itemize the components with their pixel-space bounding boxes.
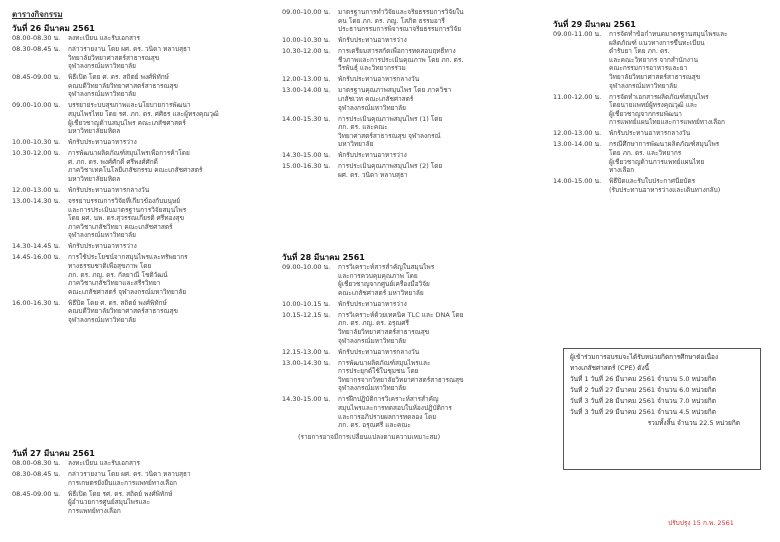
session-line: และการอภิปรายผลการทดลอง โดย (338, 412, 437, 421)
schedule-row (553, 93, 758, 127)
session-description (338, 151, 522, 160)
schedule-footnote: (รายการอาจมีการเปลี่ยนแปลงตามความเหมาะสม) (298, 433, 441, 442)
session-line: การประเมินคุณภาพสมุนไพร (1) โดย (338, 114, 443, 123)
schedule-row (282, 300, 522, 309)
session-line: พิธีเปิด โดย รศ. ดร. สถิตย์ พงศ์พิทักษ์ (68, 489, 173, 498)
session-line: ตำรับยา โดย ภก. ดร. (609, 47, 670, 56)
session-line: คณะเภสัชศาสตร์ จุฬาลงกรณ์มหาวิทยาลัย (68, 287, 187, 296)
session-description (338, 47, 522, 73)
schedule-row (12, 34, 274, 43)
session-line: จุฬาลงกรณ์มหาวิทยาลัย (338, 384, 406, 393)
session-line: ทางเลือก (609, 166, 635, 175)
session-line: และการควบคุมคุณภาพ โดย (338, 271, 418, 280)
schedule-row (282, 47, 522, 73)
session-line: พักรับประทานอาหารว่าง (338, 151, 407, 160)
session-line: การวิเคราะห์ด้วยเทคนิค TLC และ DNA โดย (338, 310, 464, 319)
session-line: ภาควิชาเทคโนโลยีเภสัชกรรม คณะเภสัชศาสตร์ (68, 166, 203, 175)
schedule-row (553, 177, 758, 194)
day-heading: วันที่ 26 มีนาคม 2561 (12, 24, 95, 33)
session-time: 14.30-15.00 น. (282, 151, 331, 160)
session-description (68, 34, 274, 43)
session-line: พิธีปิด โดย ศ. ดร. สถิตย์ พงศ์พิทักษ์ (68, 298, 167, 307)
session-line: ลงทะเบียน และรับเอกสาร (68, 34, 141, 42)
cpe-credit-row: วันที่ 3 วันที่ 28 มีนาคม 2561 จำนวน 7.0 หน่วยกิต (570, 397, 716, 405)
session-description (338, 8, 522, 34)
session-line: การประเมินคุณภาพสมุนไพร (2) โดย (338, 162, 443, 171)
session-time: 12.15-13.00 น. (282, 347, 331, 356)
session-line: ภาควิชาเภสัชวิทยาและสรีรวิทยา (68, 279, 161, 288)
session-time: 08.45-09.00 น. (12, 73, 61, 82)
session-line: สมุนไพรและการทดสอบในห้องปฏิบัติการ (338, 403, 452, 412)
session-line: การประยุกต์ใช้ในชุมชน โดย (338, 367, 419, 376)
session-line: การแพทย์แผนไทยและการแพทย์ทางเลือก (609, 118, 725, 127)
session-time: 14.00-15.00 น. (553, 177, 602, 186)
session-line: มหาวิทยาลัยมหิดล (68, 174, 121, 183)
update-date: ปรับปรุง 15 ก.พ. 2561 (668, 519, 734, 527)
session-description (68, 73, 274, 99)
schedule-row (282, 8, 522, 34)
session-line: คณบดีวิทยาลัยวิทยาศาสตร์สาธารณสุข (68, 81, 178, 90)
schedule-row (282, 75, 522, 84)
session-line: ผู้อำนวยการศูนย์สมุนไพรและ (68, 498, 151, 507)
session-time: 08.00-08.30 น. (12, 459, 61, 467)
session-line: จุฬาลงกรณ์มหาวิทยาลัย (338, 336, 406, 345)
session-line: ภก. ดร. ภญ. ดร. กัลยาณี โชติวัฒน์ (68, 270, 168, 279)
session-line: ทางธรรมชาติเพื่อสุขภาพ โดย (68, 261, 152, 270)
session-line: มาตรฐานคุณภาพสมุนไพร โดย ภาควิชา (338, 86, 452, 95)
session-line: พักรับประทานอาหารกลางวัน (609, 129, 691, 138)
session-line: พักรับประทานอาหารกลางวัน (338, 347, 420, 356)
cpe-credit-box (563, 348, 761, 470)
session-line: ชีวภาพและการประเมินคุณภาพ โดย ภก. ดร. (338, 55, 464, 64)
session-description (338, 359, 522, 393)
session-line: การพัฒนาผลิตภัณฑ์สมุนไพรเพื่อการค้าโดย (68, 149, 190, 158)
schedule-row (282, 36, 522, 45)
session-line: คน โดย ภก. ดร. ภญ. โสภิต ธรรมอารี (338, 16, 445, 25)
session-line: บรรยายระบบสุขภาพและนโยบายการพัฒนา (68, 101, 191, 110)
session-time: 12.00-13.00 น. (282, 75, 331, 84)
session-description (68, 253, 274, 296)
session-time: 10.30-12.00 น. (12, 149, 61, 158)
session-line: ประธานกรรมการพิจารณาจริยธรรมการวิจัย (338, 25, 462, 34)
session-line: การใช้ประโยชน์จากสมุนไพรและทรัพยากร (68, 253, 188, 262)
session-description (338, 162, 522, 179)
session-line: จุฬาลงกรณ์มหาวิทยาลัย (609, 81, 677, 90)
session-line: พักรับประทานอาหารว่าง (68, 138, 137, 147)
session-line: การจัดทำเอกสารผลิตภัณฑ์สมุนไพร (609, 92, 709, 101)
session-line: โดยนายแพทย์ผู้ทรงคุณวุฒิ และ (609, 101, 698, 110)
session-line: ผู้เชี่ยวชาญจากกรมพัฒนา (609, 109, 682, 118)
session-line: พักรับประทานอาหารกลางวัน (338, 75, 420, 84)
schedule-row (12, 253, 274, 296)
session-description (338, 311, 522, 345)
session-description (338, 348, 522, 357)
session-description (68, 459, 274, 468)
schedule-row (12, 299, 274, 325)
session-time: 10.00-10.30 น. (282, 36, 331, 45)
session-line: กล่าวรายงาน โดย ผศ. ดร. วนิดา หลาบสุธา (68, 470, 191, 478)
session-time: 09.00-10.00 น. (12, 101, 61, 110)
session-line: กรณีศึกษาการพัฒนาผลิตภัณฑ์สมุนไพร (609, 140, 720, 149)
schedule-row (12, 45, 274, 71)
session-description (338, 36, 522, 45)
session-description (68, 490, 274, 516)
session-line: การวิเคราะห์สารสำคัญในสมุนไพร (338, 263, 435, 271)
session-line: ลงทะเบียน และรับเอกสาร (68, 459, 141, 467)
session-time: 15.00-16.30 น. (282, 162, 331, 171)
session-line: วิทยาลัยวิทยาศาสตร์สาธารณสุข (609, 72, 701, 81)
session-line: ผู้เชี่ยวชาญด้านการแพทย์แผนไทย (609, 157, 705, 166)
schedule-row (553, 30, 758, 90)
session-time: 13.00-14.00 น. (553, 140, 602, 149)
session-time: 10.00-10.30 น. (12, 138, 61, 147)
session-line: ภก. ดร. ภญ. ดร. อรุณศรี (338, 319, 410, 328)
session-line: พักรับประทานอาหารกลางวัน (68, 186, 150, 194)
schedule-row (12, 73, 274, 99)
cpe-intro-line: ผู้เข้าร่วมการอบรมจะได้รับหน่วยกิตการศึกษาต่อเนื่อง (570, 353, 719, 361)
session-line: และการประเมินมาตรฐานการวิจัยสมุนไพร (68, 205, 187, 214)
session-line: จุฬาลงกรณ์มหาวิทยาลัย (338, 103, 406, 112)
session-description (338, 300, 522, 309)
schedule-row (282, 263, 522, 297)
schedule-row (282, 359, 522, 393)
schedule-row (282, 86, 522, 112)
schedule-row (282, 115, 522, 149)
session-line: จรรยาบรรณการวิจัยที่เกี่ยวข้องกับมนุษย์ (68, 197, 181, 205)
cpe-credit-row: วันที่ 3 วันที่ 29 มีนาคม 2561 จำนวน 4.5 หน่วยกิต (570, 408, 716, 416)
session-line: ผลิตภัณฑ์ แนวทางการขึ้นทะเบียน (609, 38, 705, 47)
session-line: ผศ. ดร. วนิดา หลาบสุธา (338, 170, 408, 179)
session-time: 14.30-15.00 น. (282, 395, 331, 404)
schedule-row (12, 197, 274, 240)
session-line: มหาวิทยาลัย (338, 140, 374, 149)
session-line: จุฬาลงกรณ์มหาวิทยาลัย (68, 62, 136, 71)
session-time: 09.00-10.00 น. (282, 263, 331, 271)
session-line: วิทยาศาสตร์สาธารณสุข จุฬาลงกรณ์ (338, 131, 441, 140)
schedule-row (12, 459, 274, 468)
session-line: กล่าวรายงาน โดย ผศ. ดร. วนิดา หลาบสุธา (68, 45, 191, 53)
session-description (68, 470, 274, 487)
schedule-row (282, 162, 522, 179)
session-line: การจัดทำข้อกำหนดมาตรฐานสมุนไพรและ (609, 30, 728, 38)
session-description (68, 197, 274, 240)
session-line: จุฬาลงกรณ์มหาวิทยาลัย (68, 90, 136, 99)
day-heading: วันที่ 27 มีนาคม 2561 (12, 449, 95, 458)
session-line: วีรพันธุ์ และวิทยากรร่วม (338, 64, 406, 73)
session-line: พักรับประทานอาหารว่าง (68, 242, 137, 251)
session-line: การเตรียมสารสกัดเพื่อการทดสอบฤทธิ์ทาง (338, 47, 456, 56)
session-description (68, 149, 274, 183)
schedule-row (282, 348, 522, 357)
session-time: 10.15-12.15 น. (282, 310, 331, 319)
session-line: ภก. ดร. และคณะ (338, 123, 388, 132)
session-time: 12.00-13.00 น. (553, 129, 602, 138)
session-line: ภาควิชาเภสัชวิทยา คณะเภสัชศาสตร์ (68, 222, 173, 231)
session-description (338, 75, 522, 84)
schedule-row (282, 151, 522, 160)
session-time: 14.30-14.45 น. (12, 242, 61, 251)
cpe-total: รวมทั้งสิ้น จำนวน 22.5 หน่วยกิต (647, 419, 740, 427)
schedule-row (12, 470, 274, 487)
session-line: และคณะวิทยากร จากสำนักงาน (609, 55, 699, 64)
session-line: มาตรฐานการทำวิจัยและจริยธรรมการวิจัยใน (338, 8, 464, 16)
cpe-credit-row: วันที่ 2 วันที่ 27 มีนาคม 2561 จำนวน 6.0 หน่วยกิต (570, 386, 716, 394)
session-line: สมุนไพรไทย โดย รศ. ภก. ดร. ศศิธร และผู้ทรงคุณวุฒิ (68, 109, 219, 118)
session-description (609, 30, 758, 90)
session-time: 14.00-15.30 น. (282, 114, 331, 123)
session-time: 14.45-16.00 น. (12, 253, 61, 262)
session-line: จุฬาลงกรณ์มหาวิทยาลัย (68, 315, 136, 324)
session-description (338, 395, 522, 429)
session-line: วิทยาลัยวิทยาศาสตร์สาธารณสุข (338, 327, 430, 336)
session-time: 12.00-13.00 น. (12, 186, 61, 194)
session-line: เภสัชเวท คณะเภสัชศาสตร์ (338, 94, 414, 103)
schedule-row (282, 311, 522, 345)
session-line: ภก. ดร. อรุณศรี และคณะ (338, 421, 411, 430)
session-line: (รับประทานอาหารว่างและเดินทางกลับ) (609, 185, 721, 194)
session-line: โดย ผศ. นพ. ดร.สุวรรณเกียรติ ศรีทองสุข (68, 214, 185, 223)
session-line: คณบดีวิทยาลัยวิทยาศาสตร์สาธารณสุข (68, 307, 178, 316)
session-time: 08.30-08.45 น. (12, 470, 61, 478)
session-description (338, 263, 522, 297)
schedule-row (12, 490, 274, 516)
session-description (609, 93, 758, 127)
session-line: ศ. ภก. ดร. พงศ์ศักดิ์ ศรีพงศ์ศักดิ์ (68, 157, 158, 166)
session-time: 10.30-12.00 น. (282, 47, 331, 56)
schedule-row (12, 101, 274, 135)
session-line: พักรับประทานอาหารว่าง (338, 36, 407, 45)
schedule-row (12, 149, 274, 183)
session-line: การแพทย์ทางเลือก (68, 506, 121, 515)
session-time: 09.00-10.00 น. (282, 8, 331, 16)
session-line: คณะกรรมการอาหารและยา (609, 64, 688, 73)
session-line: ผู้เชี่ยวชาญจากศูนย์เครื่องมือวิจัย (338, 280, 430, 289)
session-description (609, 140, 758, 174)
session-time: 09.00-11.00 น. (553, 30, 602, 38)
session-description (68, 299, 274, 325)
session-description (609, 177, 758, 194)
session-time: 08.45-09.00 น. (12, 489, 61, 498)
session-time: 10.00-10.15 น. (282, 299, 331, 308)
schedule-row (12, 138, 274, 147)
session-description (68, 45, 274, 71)
cpe-intro-line: ทางเภสัชศาสตร์ (CPE) ดังนี้ (570, 364, 650, 372)
session-line: การเกษตรยั่งยืนและการแพทย์ทางเลือก (68, 478, 177, 487)
session-line: วิทยาลัยวิทยาศาสตร์สาธารณสุข (68, 53, 160, 62)
schedule-row (553, 129, 758, 138)
session-time: 08.00-08.30 น. (12, 34, 61, 42)
session-line: มหาวิทยาลัยมหิดล (68, 127, 121, 136)
day-heading: วันที่ 28 มีนาคม 2561 (282, 253, 365, 262)
document-title: ตารางกิจกรรม (12, 10, 63, 19)
schedule-row (553, 140, 758, 174)
session-description (68, 186, 274, 195)
schedule-row (12, 186, 274, 195)
session-description (338, 86, 522, 112)
session-time: 13.00-14.00 น. (282, 86, 331, 95)
session-line: วิทยากรจากวิทยาลัยวิทยาศาสตร์สาธารณสุข (338, 375, 464, 384)
schedule-row (12, 242, 274, 251)
session-line: โดย ภก. ดร. และวิทยากร (609, 148, 682, 157)
schedule-row (282, 395, 522, 429)
session-description (68, 138, 274, 147)
session-line: คณะเภสัชศาสตร์ มหาวิทยาลัย (338, 288, 424, 297)
session-description (68, 242, 274, 251)
session-line: พักรับประทานอาหารว่าง (338, 299, 407, 308)
session-line: ผู้เชี่ยวชาญด้านสมุนไพร คณะเภสัชศาสตร์ (68, 118, 186, 127)
session-description (609, 129, 758, 138)
cpe-credit-row: วันที่ 1 วันที่ 26 มีนาคม 2561 จำนวน 5.0 หน่วยกิต (570, 375, 716, 383)
session-time: 11.00-12.00 น. (553, 92, 602, 101)
session-line: พิธีปิดและรับใบประกาศนียบัตร (609, 177, 696, 186)
session-line: การพัฒนาผลิตภัณฑ์สมุนไพรและ (338, 358, 431, 367)
session-time: 16.00-16.30 น. (12, 298, 61, 307)
session-line: จุฬาลงกรณ์มหาวิทยาลัย (68, 231, 136, 240)
session-time: 08.30-08.45 น. (12, 45, 61, 53)
session-time: 13.00-14.30 น. (282, 358, 331, 367)
session-time: 13.00-14.30 น. (12, 197, 61, 205)
day-heading: วันที่ 29 มีนาคม 2561 (553, 20, 636, 29)
session-description (68, 101, 274, 135)
session-line: พิธีเปิด โดย ศ. ดร. สถิตย์ พงศ์พิทักษ์ (68, 73, 169, 82)
session-description (338, 115, 522, 149)
session-line: การฝึกปฏิบัติการวิเคราะห์สารสำคัญ (338, 395, 439, 404)
